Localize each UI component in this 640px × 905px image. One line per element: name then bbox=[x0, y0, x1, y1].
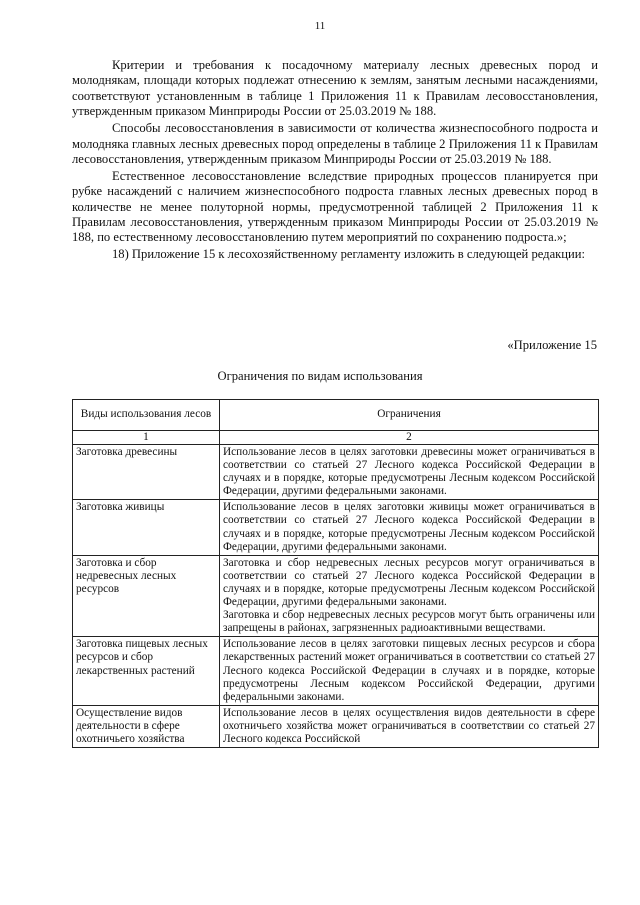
table-caption: Ограничения по видам использования bbox=[217, 369, 423, 383]
column-number-row bbox=[73, 431, 599, 445]
restriction-text: Заготовка и сбор недревесных лесных ресурсов могут быть ограничены или запрещены в районах, загрязненных радиоактивными веществами. bbox=[223, 609, 595, 635]
restriction-text: Использование лесов в целях осуществления видов деятельности в сфере охотничьего хозяйства может ограничиваться в соответствии со статьей 27 Лесного кодекса Российской bbox=[223, 706, 595, 745]
column-number: 2 bbox=[220, 431, 599, 445]
restriction-cell bbox=[220, 637, 599, 705]
table-row bbox=[73, 705, 599, 747]
table-row bbox=[73, 555, 599, 637]
restriction-text: Заготовка и сбор недревесных лесных ресурсов могут ограничиваться в соответствии со статьей 27 Лесного кодекса Российской Федерации в случаях и в порядке, которые предусмотрены Лесным кодексом Российской Федерации, другими федеральными законами. bbox=[223, 556, 595, 609]
page-number: 11 bbox=[314, 20, 326, 32]
paragraph: 18) Приложение 15 к лесохозяйственному регламенту изложить в следующей редакции: bbox=[112, 247, 585, 262]
restriction-cell bbox=[220, 445, 599, 500]
paragraph: Способы лесовосстановления в зависимости от количества жизнеспособного подроста и молодняка главных лесных древесных пород определены в таблице 2 Приложения 11 к Правилам лесовосстановления, утвержденным приказом Минприроды России от 25.03.2019 № 188. bbox=[72, 121, 598, 166]
restriction-cell bbox=[220, 555, 599, 637]
usage-type-cell: Осуществление видов деятельности в сфере охотничьего хозяйства bbox=[73, 705, 220, 747]
restriction-text: Использование лесов в целях заготовки живицы может ограничиваться в соответствии со статьей 27 Лесного кодекса Российской Федерации в случаях и в порядке, которые предусмотрены Лесным кодексом Российской Федерации, другими федеральными законами. bbox=[223, 501, 595, 553]
usage-type-cell: Заготовка пищевых лесных ресурсов и сбор лекарственных растений bbox=[73, 637, 220, 705]
table-row bbox=[73, 500, 599, 555]
table-header-row bbox=[73, 400, 599, 431]
restrictions-table bbox=[72, 399, 599, 748]
restriction-text: Использование лесов в целях заготовки древесины может ограничиваться в соответствии со статьей 27 Лесного кодекса Российской Федерации в случаях и в порядке, которые предусмотрены Лесным кодексом Российской Федерации, другими федеральными законами. bbox=[223, 446, 595, 498]
usage-type-cell: Заготовка и сбор недревесных лесных ресурсов bbox=[73, 555, 220, 637]
restriction-text: Использование лесов в целях заготовки пищевых лесных ресурсов и сбора лекарственных растений может ограничиваться в соответствии со статьей 27 Лесного кодекса Российской Федерации в случаях и в порядке, которые предусмотрены Лесным кодексом Российской Федерации, другими федеральными законами. bbox=[223, 638, 595, 703]
usage-type-cell: Заготовка живицы bbox=[73, 500, 220, 555]
table-row bbox=[73, 637, 599, 705]
usage-type-cell: Заготовка древесины bbox=[73, 445, 220, 500]
body-text bbox=[72, 58, 598, 264]
header-restrictions: Ограничения bbox=[220, 400, 599, 431]
restriction-cell bbox=[220, 705, 599, 747]
header-usage-types: Виды использования лесов bbox=[73, 400, 220, 431]
appendix-label: «Приложение 15 bbox=[507, 338, 597, 352]
restriction-cell bbox=[220, 500, 599, 555]
table-row bbox=[73, 445, 599, 500]
paragraph: Естественное лесовосстановление вследствие природных процессов планируется при рубке насаждений с наличием жизнеспособного подроста главных лесных древесных пород в количестве не менее полуторной нормы, предусмотренной таблицей 2 Приложения 11 к Правилам лесовосстановления, утвержденным приказом Минприроды России от 25.03.2019 № 188, по естественному лесовосстановлению путем мероприятий по сохранению подроста.»; bbox=[72, 168, 598, 245]
paragraph: Критерии и требования к посадочному материалу лесных древесных пород и молоднякам, площади которых подлежат отнесению к землям, занятым лесными насаждениями, соответствуют установленным в таблице 1 Приложения 11 к Правилам лесовосстановления, утвержденным приказом Минприроды России от 25.03.2019 № 188. bbox=[72, 58, 598, 119]
column-number: 1 bbox=[73, 431, 220, 445]
